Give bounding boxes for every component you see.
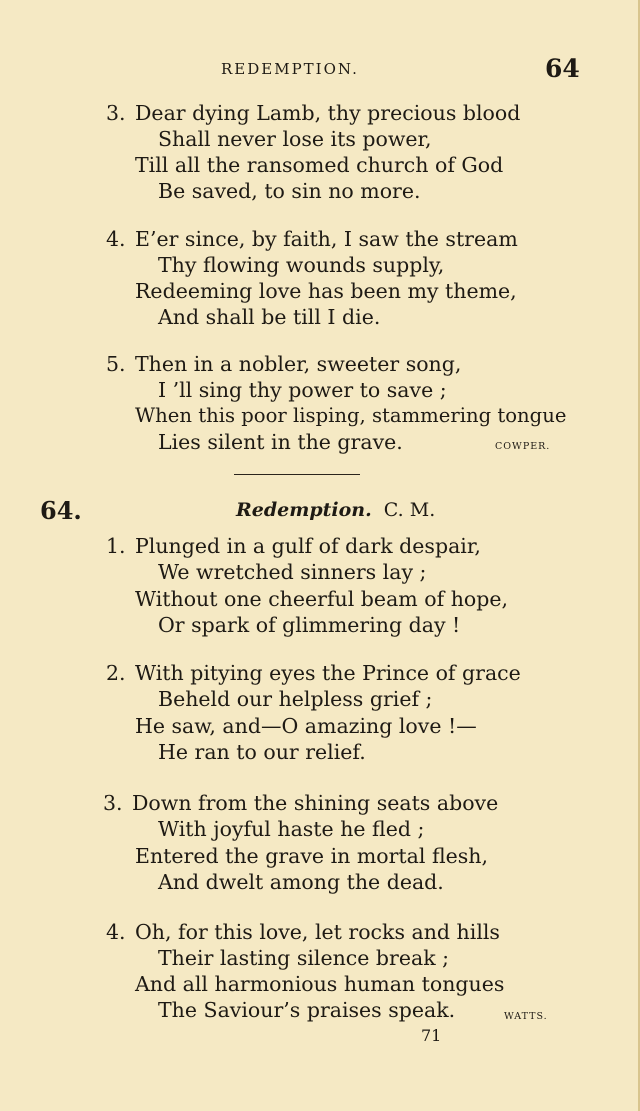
author-attribution: WATTS. <box>504 1011 548 1022</box>
running-title: REDEMPTION. <box>221 60 359 78</box>
verse-line: E’er since, by faith, I saw the stream <box>135 227 518 251</box>
verse-line: When this poor lisping, stammering tongue <box>135 404 567 427</box>
verse-line: Beheld our helpless grief ; <box>158 687 433 711</box>
verse-line: Or spark of glimmering day ! <box>158 613 461 637</box>
hymn-heading <box>236 499 435 521</box>
verse-line: And all harmonious human tongues <box>135 972 505 996</box>
verse-line: Down from the shining seats above <box>132 791 499 815</box>
verse-line: He saw, and—O amazing love !— <box>135 714 477 738</box>
verse-line: Without one cheerful beam of hope, <box>135 587 509 611</box>
verse-line: With pitying eyes the Prince of grace <box>135 661 521 685</box>
hymn-title: Redemption. <box>236 499 372 521</box>
verse-line: Redeeming love has been my theme, <box>135 279 517 303</box>
verse-line: Then in a nobler, sweeter song, <box>135 352 462 376</box>
verse-line: Till all the ransomed church of God <box>135 153 504 177</box>
verse-line: Lies silent in the grave. <box>158 430 403 454</box>
verse-line: I ’ll sing thy power to save ; <box>158 378 447 402</box>
verse-line: Shall never lose its power, <box>158 127 432 151</box>
verse-line: Be saved, to sin no more. <box>158 179 421 203</box>
verse-number: 4. <box>106 920 126 944</box>
verse-line: He ran to our relief. <box>158 740 366 764</box>
verse-line: Plunged in a gulf of dark despair, <box>135 534 481 558</box>
verse-number: 2. <box>106 661 126 685</box>
verse-number: 3. <box>106 101 126 125</box>
verse-line: With joyful haste he fled ; <box>158 817 425 841</box>
hymn-meter: C. M. <box>383 499 436 521</box>
verse-line: Entered the grave in mortal flesh, <box>135 844 489 868</box>
verse-line: Oh, for this love, let rocks and hills <box>135 920 500 944</box>
verse-number: 1. <box>106 534 126 558</box>
verse-number: 3. <box>103 791 123 815</box>
verse-number: 4. <box>106 227 126 251</box>
verse-line: Dear dying Lamb, thy precious blood <box>135 101 521 125</box>
verse-line: Their lasting silence break ; <box>158 946 450 970</box>
verse-line: Thy flowing wounds supply, <box>158 253 445 277</box>
page-number: 64 <box>545 54 580 83</box>
verse-line: And dwelt among the dead. <box>158 870 444 894</box>
verse-line: And shall be till I die. <box>158 305 381 329</box>
hymn-number: 64. <box>40 496 82 525</box>
folio-number: 71 <box>421 1026 442 1045</box>
verse-line: We wretched sinners lay ; <box>158 560 427 584</box>
verse-number: 5. <box>106 352 126 376</box>
section-divider <box>234 474 360 475</box>
author-attribution: COWPER. <box>495 441 551 452</box>
verse-line: The Saviour’s praises speak. <box>158 998 456 1022</box>
